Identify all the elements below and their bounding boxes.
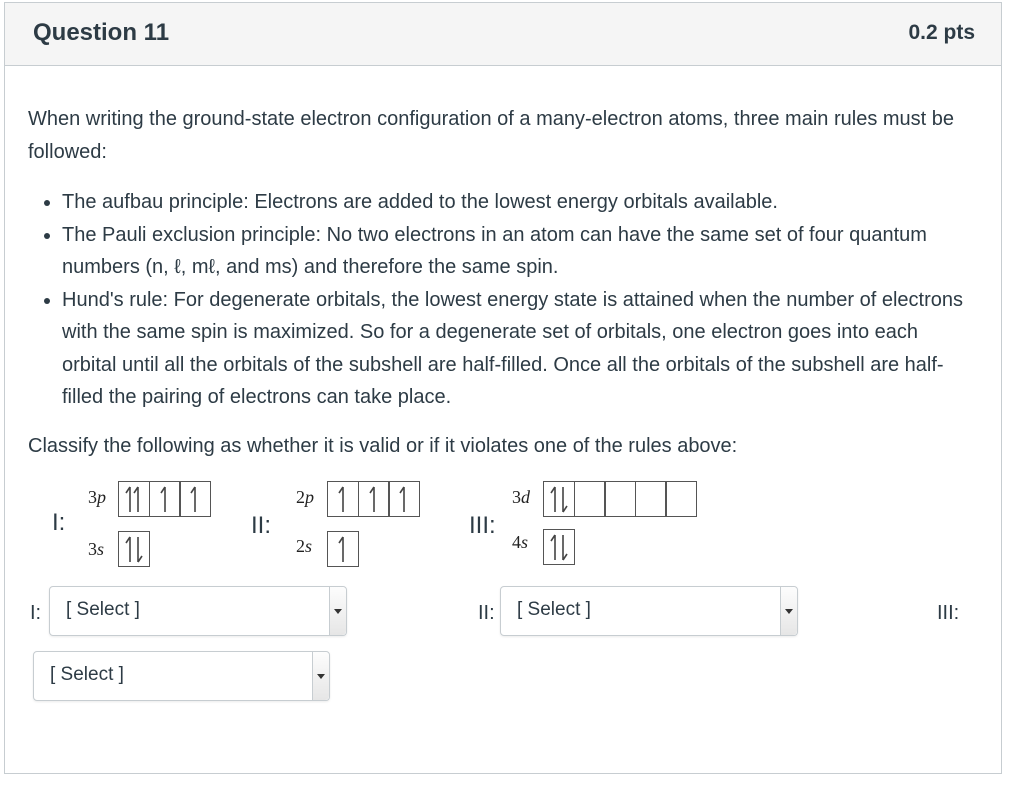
diagram-roman-label: II: (251, 512, 272, 539)
chevron-down-icon[interactable] (780, 587, 797, 635)
orbital-box (149, 481, 181, 517)
orbital-box (635, 481, 667, 517)
orbital-box (327, 481, 359, 517)
orbital-boxes (543, 481, 697, 517)
orbital-box (543, 481, 575, 517)
chevron-down-icon[interactable] (312, 652, 329, 700)
orbital-box (179, 481, 211, 517)
rule-pauli: • The Pauli exclusion principle: No two electrons in an atom can have the same set of four quantum numbers (n, ℓ, mℓ, and ms) and therefore the same spin. (62, 219, 968, 284)
diagram-roman-label: I: (52, 509, 66, 536)
orbital-boxes (118, 481, 211, 517)
orbital-box (604, 481, 636, 517)
answer-select-3[interactable] (33, 651, 330, 701)
electron-arrow-icon (329, 532, 357, 566)
orbital-label: 2s (296, 536, 313, 556)
electron-arrow-icon (120, 532, 148, 566)
orbital-box (358, 481, 390, 517)
orbital-label: 2p (296, 487, 314, 507)
orbital-box (574, 481, 606, 517)
orbital-label: 4s (512, 532, 529, 552)
electron-arrow-icon (151, 482, 179, 516)
question-points: 0.2 pts (908, 21, 975, 44)
orbital-box (327, 531, 359, 567)
answer-label-2: II: (478, 602, 495, 624)
orbital-box (118, 481, 150, 517)
orbital-boxes (118, 531, 150, 567)
select-value: [ Select ] (66, 599, 140, 620)
orbital-label: 3s (88, 539, 105, 559)
electron-arrow-icon (329, 482, 357, 516)
answer-select-1[interactable] (49, 586, 347, 636)
select-value: [ Select ] (50, 664, 124, 685)
electron-arrow-icon (390, 482, 418, 516)
electron-arrow-icon (120, 482, 148, 516)
orbital-box (543, 529, 575, 565)
question-body (28, 103, 968, 462)
intro-text: When writing the ground-state electron configuration of a many-electron atoms, three main rules must be followed: (28, 108, 955, 163)
diagram-roman-label: III: (469, 512, 496, 539)
question-header (5, 3, 1001, 66)
rule-aufbau: • The aufbau principle: Electrons are added to the lowest energy orbitals available. (62, 186, 968, 219)
answer-label-1: I: (30, 602, 42, 624)
orbital-diagrams (0, 476, 998, 576)
rule-hund: • Hund's rule: For degenerate orbitals, the lowest energy state is attained when the number of electrons with the same spin is maximized. So for a degenerate set of orbitals, one electron goes into each orbital until all the orbitals of the subshell are half-filled. Once all the orbitals of the subshell are half-filled the pairing of electrons can take place. (62, 284, 968, 414)
orbital-boxes (327, 531, 359, 567)
orbital-boxes (327, 481, 420, 517)
orbital-box (118, 531, 150, 567)
classify-prompt: Classify the following as whether it is valid or if it violates one of the rules above: (28, 434, 738, 457)
select-value: [ Select ] (517, 599, 591, 620)
orbital-label: 3p (88, 487, 106, 507)
question-title: Question 11 (33, 19, 170, 46)
chevron-down-icon[interactable] (329, 587, 346, 635)
answer-select-2[interactable] (500, 586, 798, 636)
orbital-boxes (543, 529, 575, 565)
electron-arrow-icon (545, 482, 573, 516)
orbital-box (665, 481, 697, 517)
electron-arrow-icon (360, 482, 388, 516)
electron-arrow-icon (181, 482, 209, 516)
orbital-label: 3d (512, 487, 530, 507)
orbital-box (388, 481, 420, 517)
answer-label-3: III: (937, 602, 960, 624)
rules-list (28, 186, 968, 414)
electron-arrow-icon (545, 530, 573, 564)
